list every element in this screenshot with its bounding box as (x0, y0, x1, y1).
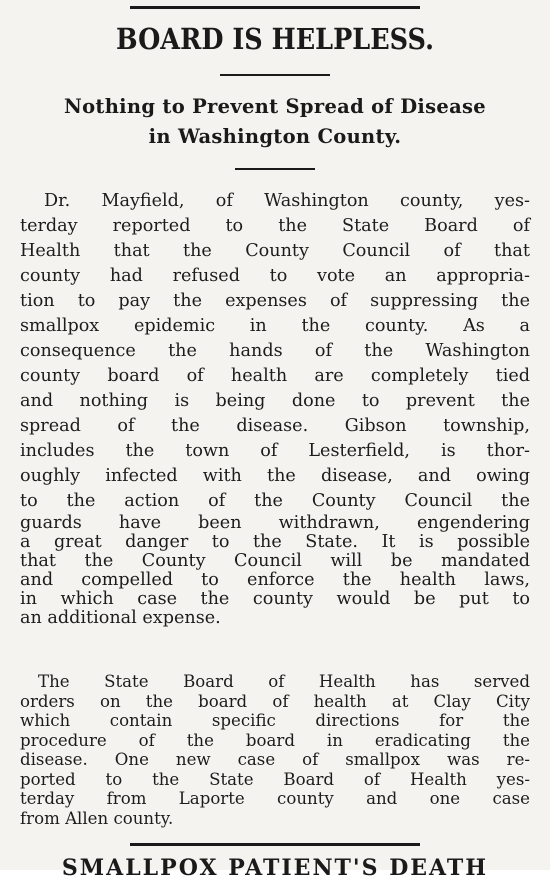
text-line: terday from Laporte county and one case (20, 789, 530, 808)
bottom-rule (130, 843, 420, 846)
top-rule (130, 6, 420, 9)
text-line: a great danger to the State. It is possible (20, 532, 530, 552)
text-line: consequence the hands of the Washington (20, 341, 530, 361)
text-line: Health that the County Council of that (20, 241, 530, 261)
text-line: includes the town of Lesterfield, is thor- (20, 441, 530, 461)
text-line: which contain specific directions for the (20, 711, 530, 730)
headline: BOARD IS HELPLESS. (116, 22, 434, 56)
text-line: county had refused to vote an appropria- (20, 266, 530, 286)
next-headline-fragment: SMALLPOX PATIENT'S DEATH (61, 855, 489, 881)
article-paragraph-2 (20, 672, 530, 828)
text-line: from Allen county. (20, 808, 174, 828)
text-line: to the action of the County Council the (20, 491, 530, 511)
text-line: oughly infected with the disease, and owing (20, 466, 530, 486)
article-paragraph-1 (20, 189, 530, 628)
text-line: The State Board of Health has served (38, 672, 530, 691)
text-line: spread of the disease. Gibson township, (20, 416, 530, 436)
subheadline (14, 92, 536, 152)
text-line: county board of health are completely tied (20, 366, 530, 386)
text-line: terday reported to the State Board of (20, 216, 530, 236)
text-line: that the County Council will be mandated (20, 551, 530, 571)
text-line: Dr. Mayfield, of Washington county, yes- (44, 191, 530, 211)
text-line: guards have been withdrawn, engendering (20, 513, 530, 533)
text-line: smallpox epidemic in the county. As a (20, 316, 530, 336)
text-line: orders on the board of health at Clay City (20, 691, 530, 711)
text-line: in which case the county would be put to (20, 589, 530, 609)
text-line: disease. One new case of smallpox was re- (20, 750, 530, 769)
subhead-line-2: in Washington County. (148, 125, 402, 148)
text-line: and nothing is being done to prevent the (20, 391, 530, 411)
text-line: procedure of the board in eradicating the (20, 730, 530, 750)
text-line: tion to pay the expenses of suppressing the (20, 291, 530, 311)
subhead-rule (235, 168, 315, 170)
text-line: and compelled to enforce the health laws, (20, 570, 530, 590)
subhead-line-1: Nothing to Prevent Spread of Disease (63, 95, 487, 118)
text-line: an additional expense. (20, 608, 221, 628)
text-line: ported to the State Board of Health yes- (20, 769, 530, 789)
headline-rule (220, 74, 330, 76)
